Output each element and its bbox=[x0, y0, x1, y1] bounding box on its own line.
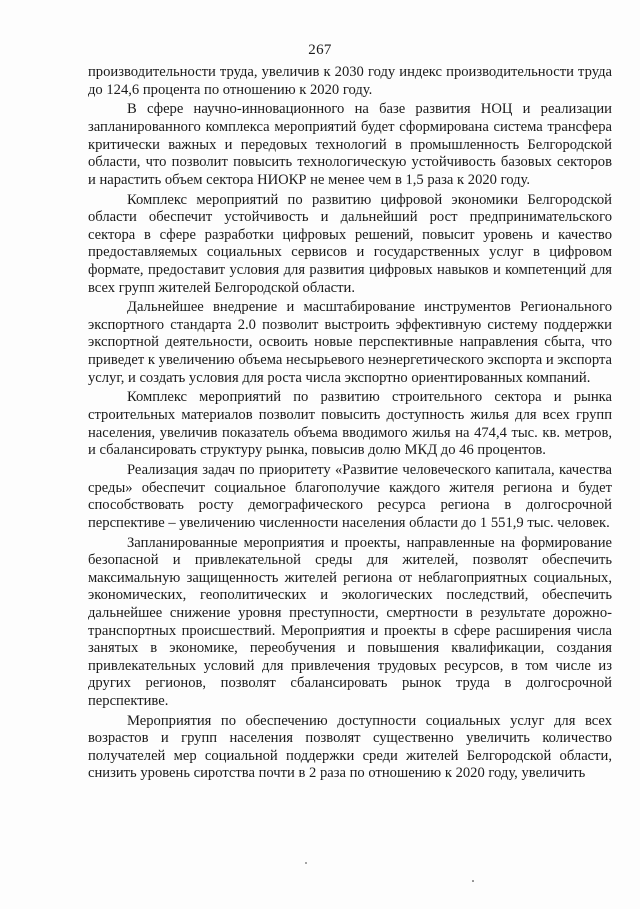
scan-speck bbox=[472, 880, 474, 882]
paragraph-social-services: Мероприятия по обеспечению доступности социальных услуг для всех возрастов и групп населения позволят существенно увеличить количество получателей мер социальной поддержки среди жителей Белгородской области, снизить уровень сиротства почти в 2 раза по отношению к 2020 году, увеличить bbox=[88, 712, 612, 782]
paragraph-innovation: В сфере научно-инновационного на базе развития НОЦ и реализации запланированного комплекса мероприятий будет сформирована система трансфера критически важных и передовых технологий в промышленность Белгородской области, что позволит повысить технологическую устойчивость базовых секторов и нарастить объем сектора НИОКР не менее чем в 1,5 раза к 2020 году. bbox=[88, 101, 612, 188]
paragraph-export-standard: Дальнейшее внедрение и масштабирование инструментов Регионального экспортного стандарта 2.0 позволит выстроить эффективную систему поддержки экспортной деятельности, освоить новые перспективные направления сбыта, что приведет к увеличению объема несырьевого неэнергетического экспорта и экспорта услуг, и создать условия для роста числа экспортно ориентированных компаний. bbox=[88, 299, 612, 386]
page-number: 267 bbox=[308, 42, 332, 58]
paragraph-continuation: производительности труда, увеличив к 2030 году индекс производительности труда до 124,6 процента по отношению к 2020 году. bbox=[88, 64, 612, 98]
paragraph-construction: Комплекс мероприятий по развитию строительного сектора и рынка строительных материалов позволит повысить доступность жилья для всех групп населения, увеличив показатель объема вводимого жилья на 474,4 тыс. кв. метров, и сбалансировать структуру рынка, повысив долю МКД до 46 процентов. bbox=[88, 389, 612, 459]
paragraph-safe-environment: Запланированные мероприятия и проекты, направленные на формирование безопасной и привлекательной среды для жителей, позволят обеспечить максимальную защищенность жителей региона от неблагоприятных социальных, экономических, геополитических и экологических последствий, обеспечить дальнейшее снижение уровня преступности, смертности в результате дорожно-транспортных происшествий. Мероприятия и проекты в сфере расширения числа занятых в экономике, переобучения и повышения квалификации, создания привлекательных условий для привлечения трудовых ресурсов, в том числе из других регионов, позволят сбалансировать рынок труда в долгосрочной перспективе. bbox=[88, 534, 612, 709]
scan-speck bbox=[305, 862, 307, 864]
paragraph-human-capital: Реализация задач по приоритету «Развитие человеческого капитала, качества среды» обеспечит социальное благополучие каждого жителя региона и будет способствовать росту демографического ресурса региона в долгосрочной перспективе – увеличению численности населения области до 1 551,9 тыс. человек. bbox=[88, 462, 612, 531]
body-text bbox=[88, 64, 612, 785]
paragraph-digital-economy: Комплекс мероприятий по развитию цифровой экономики Белгородской области обеспечит устойчивость и дальнейший рост предпринимательского сектора в сфере разработки цифровых решений, повысит уровень и качество предоставляемых социальных сервисов и государственных услуг в цифровом формате, предоставит условия для развития цифровых навыков и компетенций для всех групп жителей Белгородской области. bbox=[88, 191, 612, 296]
